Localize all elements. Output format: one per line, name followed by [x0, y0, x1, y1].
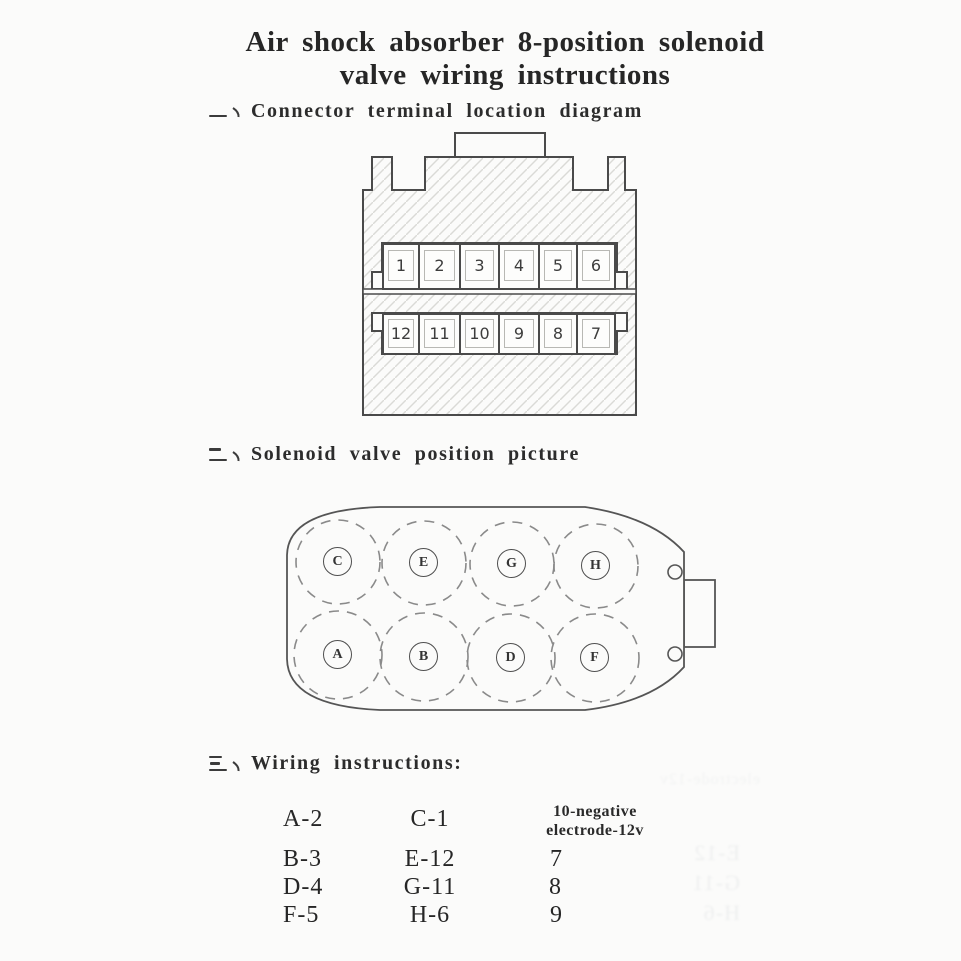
terminal-cell-6 — [576, 243, 616, 290]
port-letter: B — [418, 648, 429, 664]
cjk-numeral-three-icon — [209, 756, 241, 771]
wiring-terminal: 7 — [550, 846, 563, 872]
wiring-pair: C-1 — [410, 806, 450, 832]
negative-electrode-note-line-2: electrode-12v — [546, 822, 644, 839]
document-title — [150, 26, 860, 92]
terminal-cell-12 — [382, 313, 420, 355]
section-3-heading — [209, 752, 463, 775]
wiring-terminal: 9 — [550, 902, 563, 928]
negative-electrode-note-line-1: 10-negative — [553, 803, 637, 820]
section-1-heading — [209, 100, 643, 123]
terminal-number: 8 — [544, 319, 572, 348]
section-2-title: Solenoid valve position picture — [251, 443, 580, 465]
port-letter: G — [506, 555, 517, 571]
valve-port-D — [496, 643, 525, 672]
valve-port-G — [497, 549, 526, 578]
wiring-pair: F-5 — [283, 902, 320, 928]
ghost-text: electrode-12v — [659, 771, 760, 788]
valve-port-C — [323, 547, 352, 576]
port-letter: D — [505, 649, 516, 665]
bleed-through-text — [560, 838, 740, 928]
valve-outline-drawing — [280, 497, 725, 722]
terminal-number: 5 — [544, 250, 572, 281]
terminal-cell-5 — [538, 243, 578, 290]
valve-body-outline — [287, 507, 684, 710]
valve-port-F — [580, 643, 609, 672]
terminal-cell-2 — [418, 243, 461, 290]
terminal-number: 10 — [465, 319, 494, 348]
bleed-through-text — [620, 765, 760, 794]
valve-port-H — [581, 551, 610, 580]
wiring-pair: D-4 — [283, 874, 324, 900]
wiring-pair: B-3 — [283, 846, 322, 872]
valve-port-A — [323, 640, 352, 669]
cjk-numeral-one-icon — [209, 106, 241, 117]
terminal-number: 3 — [465, 250, 494, 281]
terminal-cell-4 — [498, 243, 540, 290]
valve-port-B — [409, 642, 438, 671]
wiring-pair: G-11 — [403, 874, 457, 900]
port-letter: A — [332, 646, 343, 662]
dun-comma-icon — [231, 450, 241, 463]
dun-comma-icon — [231, 106, 241, 119]
terminal-number: 2 — [424, 250, 455, 281]
terminal-number: 4 — [504, 250, 534, 281]
port-letter: H — [590, 557, 601, 573]
terminal-number: 12 — [388, 319, 414, 348]
terminal-cell-11 — [418, 313, 461, 355]
cjk-numeral-two-icon — [209, 448, 241, 461]
valve-port-E — [409, 548, 438, 577]
terminal-cell-1 — [382, 243, 420, 290]
ghost-text: G-11 — [691, 870, 740, 895]
ghost-text: E-12 — [693, 840, 740, 865]
port-letter: F — [590, 649, 599, 665]
terminal-cell-7 — [576, 313, 616, 355]
solenoid-valve-picture — [280, 497, 725, 722]
terminal-number: 7 — [582, 319, 610, 348]
connector-key-tab — [455, 133, 545, 157]
terminal-number: 11 — [424, 319, 455, 348]
terminal-cell-3 — [459, 243, 500, 290]
terminal-cell-10 — [459, 313, 500, 355]
wiring-pair: H-6 — [409, 902, 451, 928]
terminal-cell-8 — [538, 313, 578, 355]
terminal-number: 9 — [504, 319, 534, 348]
wiring-pair: E-12 — [404, 846, 456, 872]
section-1-title: Connector terminal location diagram — [251, 100, 643, 122]
title-line-2: valve wiring instructions — [339, 59, 671, 91]
wiring-terminal: 8 — [549, 874, 562, 900]
connector-terminal-diagram — [340, 125, 660, 425]
valve-side-tab — [684, 580, 715, 647]
port-letter: E — [418, 554, 429, 570]
ghost-text: H-6 — [702, 900, 740, 925]
terminal-number: 6 — [582, 250, 610, 281]
dun-comma-icon — [231, 760, 241, 773]
terminal-cell-9 — [498, 313, 540, 355]
title-line-1: Air shock absorber 8-position solenoid — [245, 26, 765, 58]
port-letter: C — [332, 553, 343, 569]
wiring-pair: A-2 — [283, 806, 324, 832]
section-3-title: Wiring instructions: — [251, 752, 463, 774]
section-2-heading — [209, 443, 580, 466]
terminal-number: 1 — [388, 250, 414, 281]
